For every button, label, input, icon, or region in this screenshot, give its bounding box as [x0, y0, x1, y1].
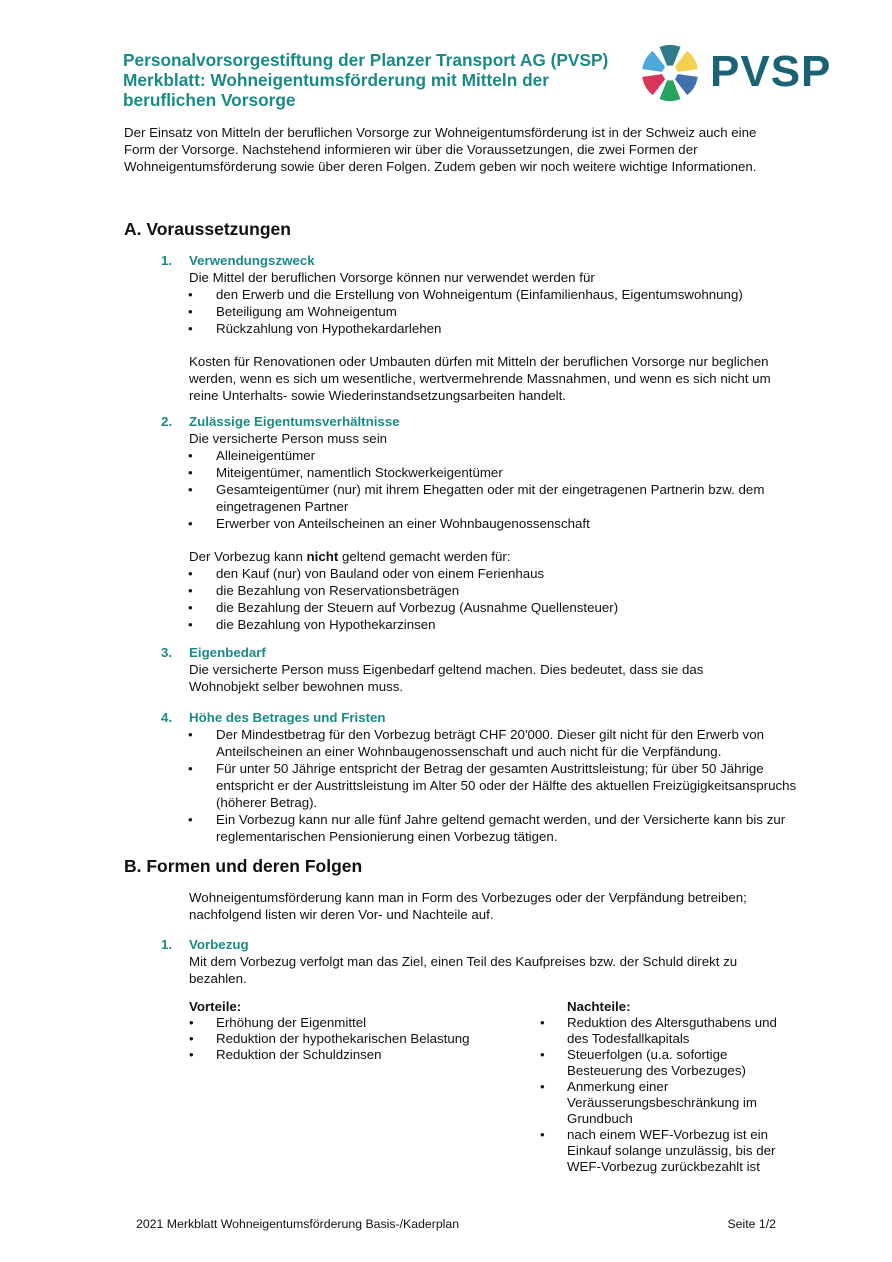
- flower-logo-icon: [640, 42, 700, 104]
- exclusion-lead-text: geltend gemacht werden für:: [338, 549, 511, 564]
- logo-text: PVSP: [710, 47, 832, 96]
- advantages-list: [189, 1015, 509, 1063]
- section-title-text: Verwendungszweck: [189, 253, 315, 268]
- title-line: Merkblatt: Wohneigentumsförderung mit Mitteln der: [123, 70, 549, 90]
- title-line: beruflichen Vorsorge: [123, 90, 296, 110]
- bullet-list: [161, 726, 801, 845]
- logo-petal: [660, 80, 681, 101]
- list-item: • Reduktion der Schuldzinsen: [189, 1047, 509, 1063]
- list-item: • Erwerber von Anteilscheinen an einer Wohnbaugenossenschaft: [161, 515, 801, 532]
- bullet-list: [161, 447, 801, 532]
- list-item: • Für unter 50 Jährige entspricht der Betrag der gesamten Austrittsleistung; für über 50 Jährige entspricht er der Austrittsleistung im Alter 50 oder der Hälfte des aktuellen Freizügigkeitsanspruchs (höherer Betrag).: [161, 760, 801, 811]
- section-lead: Die Mittel der beruflichen Vorsorge können nur verwendet werden für: [189, 270, 595, 285]
- footer-document-name: 2021 Merkblatt Wohneigentumsförderung Basis-/Kaderplan: [136, 1217, 460, 1231]
- bullet-list: [161, 286, 801, 337]
- exclusion-lead: [161, 548, 801, 565]
- exclusion-lead-text: Der Vorbezug kann: [189, 549, 307, 564]
- list-item: • Reduktion der hypothekarischen Belastung: [189, 1031, 509, 1047]
- intro-paragraph: Der Einsatz von Mitteln der beruflichen Vorsorge zur Wohneigentumsförderung ist in der Schweiz auch eine Form der Vorsorge. Nachstehend informieren wir über die Voraussetzungen, die zwei Formen der Wohneigentumsförderung sowie über deren Folgen. Zudem geben wir noch weitere wichtige Informationen.: [124, 125, 757, 174]
- page-footer: [136, 1217, 776, 1231]
- section-number: 4.: [161, 710, 173, 725]
- list-item: • die Bezahlung von Reservationsbeträgen: [161, 582, 801, 599]
- disadvantages-heading: Nachteile:: [567, 999, 631, 1014]
- list-item: • die Bezahlung der Steuern auf Vorbezug (Ausnahme Quellensteuer): [161, 599, 801, 616]
- section-title-text: Zulässige Eigentumsverhältnisse: [189, 414, 400, 429]
- exclusion-emphasis: nicht: [306, 549, 339, 564]
- section-b-intro: Wohneigentumsförderung kann man in Form des Vorbezuges oder der Verpfändung betreiben; nachfolgend listen wir deren Vor- und Nachteile auf.: [189, 890, 747, 922]
- section-title: [161, 413, 801, 430]
- section-title-text: Höhe des Betrages und Fristen: [189, 710, 386, 725]
- section-b-heading: B. Formen und deren Folgen: [124, 856, 363, 876]
- section-a2: [161, 413, 801, 633]
- list-item: • nach einem WEF-Vorbezug ist ein Einkauf solange unzulässig, bis der WEF-Vorbezug zurückbezahlt ist: [567, 1127, 792, 1175]
- section-title-text: Vorbezug: [189, 937, 249, 952]
- section-number: 2.: [161, 414, 173, 429]
- logo-petal: [675, 74, 698, 95]
- section-text: Mit dem Vorbezug verfolgt man das Ziel, einen Teil des Kaufpreises bzw. der Schuld direkt zu bezahlen.: [189, 954, 738, 986]
- section-a3: [161, 644, 801, 695]
- list-item: • Der Mindestbetrag für den Vorbezug beträgt CHF 20'000. Dieser gilt nicht für den Erwerb von Anteilscheinen an einer Wohnbaugenossenschaft und auch nicht für die Verpfändung.: [161, 726, 801, 760]
- list-item: • Miteigentümer, namentlich Stockwerkeigentümer: [161, 464, 801, 481]
- list-item: • Erhöhung der Eigenmittel: [189, 1015, 509, 1031]
- list-item: • Beteiligung am Wohneigentum: [161, 303, 801, 320]
- section-a1: [161, 252, 801, 404]
- logo-petal: [642, 51, 665, 72]
- list-item: • Gesamteigentümer (nur) mit ihrem Ehegatten oder mit der eingetragenen Partnerin bzw. dem eingetragenen Partner: [161, 481, 776, 515]
- list-item: • Rückzahlung von Hypothekardarlehen: [161, 320, 801, 337]
- logo-petal: [660, 45, 681, 66]
- section-number: 3.: [161, 645, 173, 660]
- section-b1: [161, 936, 801, 987]
- list-item: • Anmerkung einer Veräusserungsbeschränkung im Grundbuch: [567, 1079, 792, 1127]
- section-number: 1.: [161, 253, 173, 268]
- section-title: [161, 936, 801, 953]
- disadvantages-list: [567, 1015, 792, 1175]
- list-item: • den Kauf (nur) von Bauland oder von einem Ferienhaus: [161, 565, 801, 582]
- list-item: • Ein Vorbezug kann nur alle fünf Jahre geltend gemacht werden, und der Versicherte kann bis zur reglementarischen Pensionierung einen Vorbezug tätigen.: [161, 811, 801, 845]
- list-item: • Steuerfolgen (u.a. sofortige Besteuerung des Vorbezuges): [567, 1047, 792, 1079]
- section-title: [161, 644, 801, 661]
- section-title: [161, 252, 801, 269]
- logo-petal: [642, 74, 665, 95]
- list-item: • den Erwerb und die Erstellung von Wohneigentum (Einfamilienhaus, Eigentumswohnung): [161, 286, 801, 303]
- exclusion-list: [161, 565, 801, 633]
- list-item: • Alleineigentümer: [161, 447, 801, 464]
- document-title: [123, 50, 643, 110]
- section-note: Kosten für Renovationen oder Umbauten dürfen mit Mitteln der beruflichen Vorsorge nur beglichen werden, wenn es sich um wesentliche, wertvermehrende Massnahmen, und wenn es sich nicht um reine Unterhalts- sowie Wiederinstandsetzungsarbeiten handelt.: [189, 354, 771, 403]
- advantages-column: [189, 999, 509, 1063]
- list-item: • Reduktion des Altersguthabens und des Todesfallkapitals: [567, 1015, 792, 1047]
- title-line: Personalvorsorgestiftung der Planzer Transport AG (PVSP): [123, 50, 609, 70]
- section-title: [161, 709, 801, 726]
- section-lead: Die versicherte Person muss sein: [189, 431, 388, 446]
- pvsp-logo: [640, 42, 845, 104]
- section-title-text: Eigenbedarf: [189, 645, 266, 660]
- section-a4: [161, 709, 801, 845]
- section-a-heading: A. Voraussetzungen: [124, 219, 291, 239]
- page-number: Seite 1/2: [727, 1217, 776, 1231]
- advantages-heading: Vorteile:: [189, 999, 242, 1014]
- disadvantages-column: [567, 999, 807, 1175]
- section-text: Die versicherte Person muss Eigenbedarf geltend machen. Dies bedeutet, dass sie das Wohnobjekt selber bewohnen muss.: [189, 662, 704, 694]
- logo-petal: [675, 51, 698, 72]
- section-number: 1.: [161, 937, 173, 952]
- list-item: • die Bezahlung von Hypothekarzinsen: [161, 616, 801, 633]
